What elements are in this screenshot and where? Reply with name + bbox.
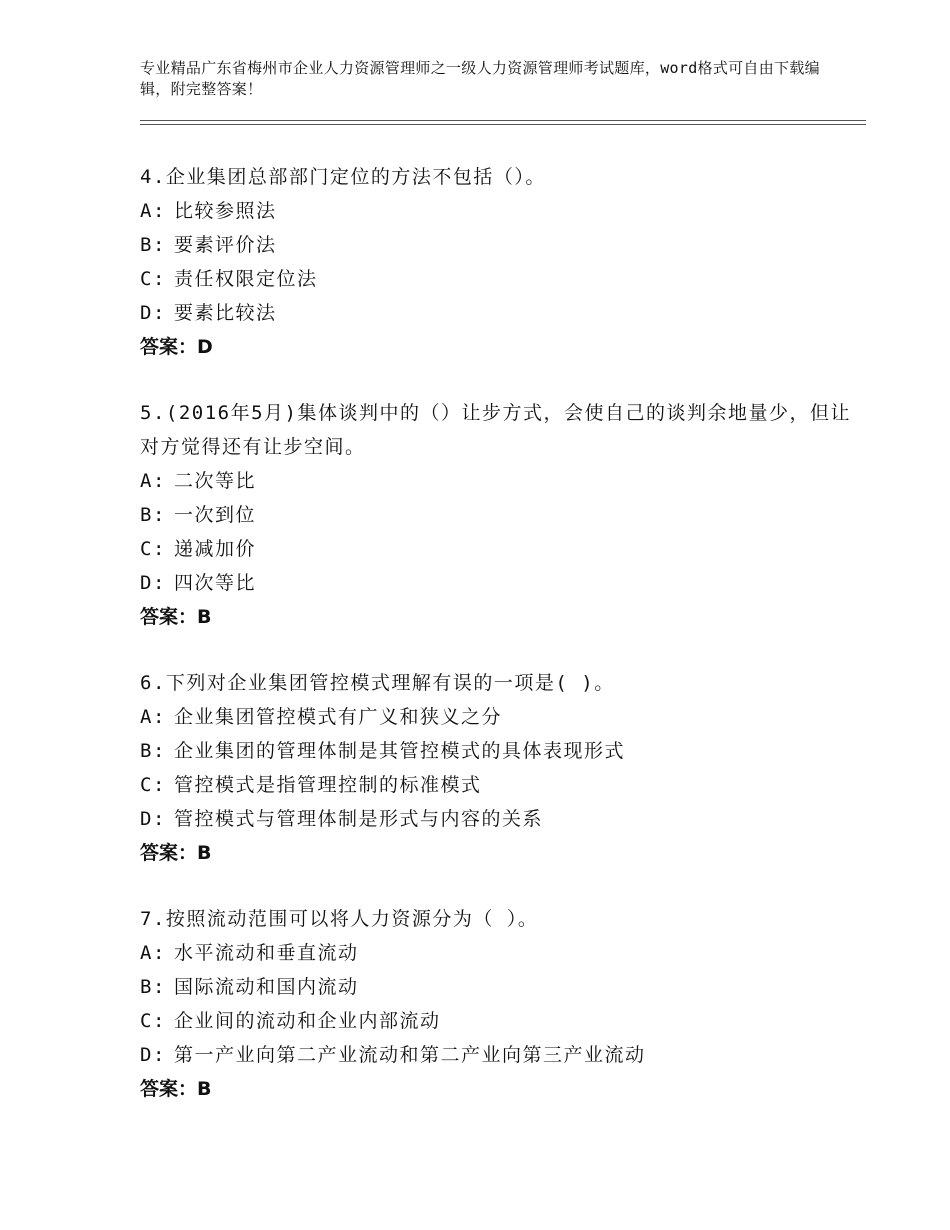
answer-label: 答案：B [140,606,212,628]
question-5 [140,396,860,634]
option-d [140,802,860,836]
answer-label: 答案：B [140,1078,212,1100]
option-letter: B: [140,504,166,526]
option-b [140,498,860,532]
option-a [140,464,860,498]
document-header: 专业精品广东省梅州市企业人力资源管理师之一级人力资源管理师考试题库，word格式可自由下载编辑，附完整答案！ [140,59,820,98]
option-text: 四次等比 [174,572,257,594]
option-letter: C: [140,268,166,290]
header-divider [140,120,866,121]
option-text: 比较参照法 [174,200,277,222]
option-letter: B: [140,740,166,762]
question-4 [140,160,860,364]
option-text: 递减加价 [174,538,257,560]
question-stem: 6.下列对企业集团管控模式理解有误的一项是( )。 [140,672,615,694]
question-stem: 5.(2016年5月)集体谈判中的（）让步方式，会使自己的谈判余地量少，但让对方觉得还有让步空间。 [140,402,851,458]
answer-label: 答案：D [140,336,213,358]
question-6 [140,666,860,870]
option-text: 要素评价法 [174,234,277,256]
header-divider-secondary [140,124,866,125]
option-text: 管控模式是指管理控制的标准模式 [174,774,482,796]
option-d [140,1038,860,1072]
option-letter: C: [140,774,166,796]
option-d [140,296,860,330]
option-letter: A: [140,942,166,964]
option-letter: B: [140,976,166,998]
option-text: 企业间的流动和企业内部流动 [174,1010,441,1032]
option-letter: A: [140,706,166,728]
option-b [140,228,860,262]
option-text: 二次等比 [174,470,257,492]
option-d [140,566,860,600]
option-a [140,194,860,228]
option-b [140,734,860,768]
option-text: 一次到位 [174,504,257,526]
option-a [140,700,860,734]
option-letter: D: [140,1044,166,1066]
option-text: 责任权限定位法 [174,268,318,290]
option-c [140,532,860,566]
option-a [140,936,860,970]
question-stem: 4.企业集团总部部门定位的方法不包括（）。 [140,166,546,188]
option-letter: D: [140,808,166,830]
answer-label: 答案：B [140,842,212,864]
option-text: 要素比较法 [174,302,277,324]
option-c [140,1004,860,1038]
option-letter: C: [140,1010,166,1032]
option-text: 企业集团管控模式有广义和狭义之分 [174,706,503,728]
option-text: 水平流动和垂直流动 [174,942,359,964]
option-letter: D: [140,572,166,594]
option-text: 国际流动和国内流动 [174,976,359,998]
option-letter: D: [140,302,166,324]
option-c [140,768,860,802]
option-letter: C: [140,538,166,560]
option-b [140,970,860,1004]
option-letter: B: [140,234,166,256]
option-letter: A: [140,200,166,222]
option-text: 第一产业向第二产业流动和第二产业向第三产业流动 [174,1044,646,1066]
option-c [140,262,860,296]
question-7 [140,902,860,1106]
option-text: 企业集团的管理体制是其管控模式的具体表现形式 [174,740,626,762]
question-stem: 7.按照流动范围可以将人力资源分为（ ）。 [140,908,539,930]
option-text: 管控模式与管理体制是形式与内容的关系 [174,808,544,830]
option-letter: A: [140,470,166,492]
question-list [140,160,860,1138]
